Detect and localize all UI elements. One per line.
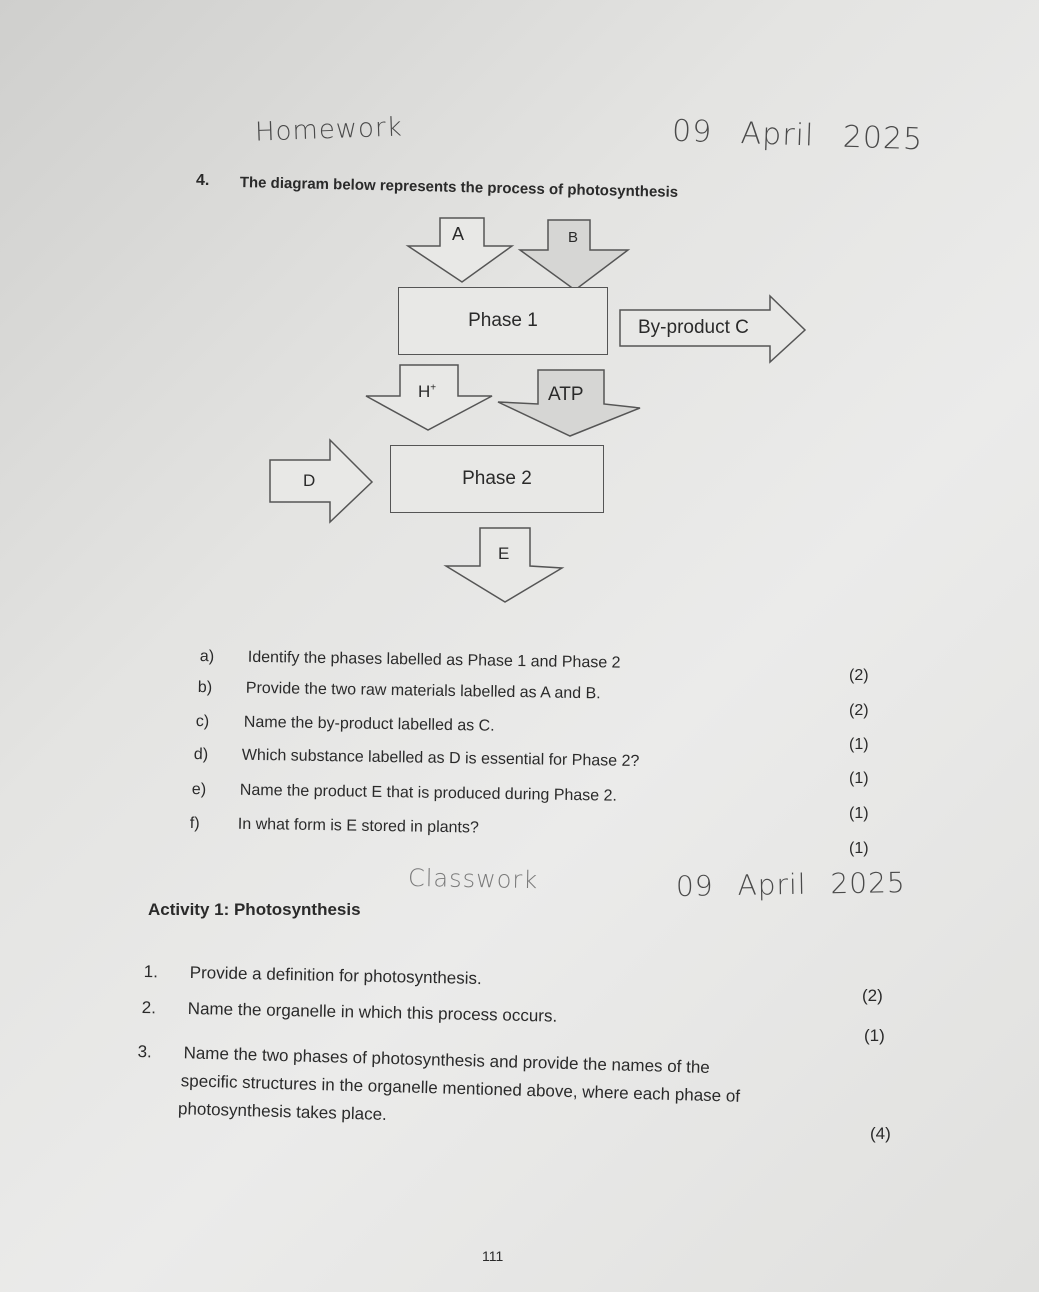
arrow-a-label: A: [452, 224, 465, 244]
homework-handwriting: Homework: [254, 112, 404, 148]
activity-item-label: 2.: [141, 998, 157, 1018]
phase1-label: Phase 1: [468, 310, 538, 331]
subquestion-text: Which substance labelled as D is essential for Phase 2?: [241, 746, 640, 770]
subquestion-label: f): [189, 815, 200, 833]
subquestion-text: Provide the two raw materials labelled as A and B.: [245, 679, 601, 703]
arrow-d-label: D: [303, 471, 316, 490]
activity-item-text-line2: specific structures in the organelle mentioned above, where each phase of: [180, 1071, 741, 1106]
byproduct-label: By-product C: [638, 317, 749, 338]
arrow-d-shape: [270, 440, 372, 522]
subquestion-e-marks: (1): [849, 805, 869, 822]
h-plus-superscript: +: [430, 382, 437, 394]
activity-item-label: 1.: [143, 962, 159, 982]
arrow-e-label: E: [498, 544, 510, 563]
subquestion-c-marks: (1): [849, 736, 869, 753]
activity-item-text: Provide a definition for photosynthesis.: [189, 962, 482, 989]
activity-item-3: [136, 1038, 742, 1139]
classwork-date-handwriting: 09 April 2025: [675, 865, 906, 904]
subquestion-e: [192, 781, 617, 806]
activity-item-label: 3.: [137, 1041, 153, 1062]
subquestion-b: [198, 679, 601, 703]
phase2-box: [390, 445, 604, 513]
subquestion-text: In what form is E stored in plants?: [237, 815, 479, 837]
subquestion-b-marks: (2): [849, 702, 869, 719]
activity-item-2-marks: (1): [864, 1026, 885, 1045]
subquestion-label: e): [191, 781, 207, 799]
subquestion-text: Name the product E that is produced during Phase 2.: [239, 781, 618, 805]
atp-label: ATP: [548, 384, 584, 405]
subquestion-label: c): [195, 713, 210, 731]
subquestion-d: [194, 746, 640, 771]
subquestion-a-marks: (2): [849, 667, 869, 684]
subquestion-label: b): [197, 679, 213, 697]
activity-item-text-line3: photosynthesis takes place.: [177, 1099, 388, 1124]
page-number: 111: [482, 1248, 504, 1264]
phase2-label: Phase 2: [462, 468, 532, 489]
phase1-box: [398, 287, 608, 355]
subquestion-c: [196, 713, 495, 736]
activity-item-1: [144, 962, 482, 989]
subquestion-label: d): [193, 746, 209, 764]
activity-item-1-marks: (2): [862, 986, 883, 1005]
question-number: 4.: [196, 172, 210, 189]
subquestion-f: [190, 815, 479, 838]
h-plus-text: H: [418, 382, 431, 401]
activity-item-text-line1: Name the two phases of photosynthesis and provide the names of the: [183, 1043, 711, 1077]
subquestion-text: Identify the phases labelled as Phase 1 and Phase 2: [247, 648, 621, 672]
subquestion-label: a): [199, 648, 215, 666]
activity-title: Activity 1: Photosynthesis: [148, 900, 361, 919]
homework-date-handwriting: 09 April 2025: [671, 113, 924, 158]
h-plus-label: [418, 382, 436, 402]
question-title: The diagram below represents the process of photosynthesis: [239, 174, 679, 201]
classwork-handwriting: Classwork: [407, 863, 539, 895]
activity-item-2: [142, 998, 558, 1027]
activity-item-text: Name the organelle in which this process occurs.: [187, 998, 558, 1026]
subquestion-f-marks: (1): [849, 840, 869, 857]
arrow-e-shape: [446, 528, 562, 602]
subquestion-a: [200, 648, 621, 673]
arrow-b-label: B: [568, 229, 579, 246]
subquestion-text: Name the by-product labelled as C.: [243, 713, 495, 735]
subquestion-d-marks: (1): [849, 770, 869, 787]
activity-item-3-marks: (4): [870, 1124, 891, 1143]
